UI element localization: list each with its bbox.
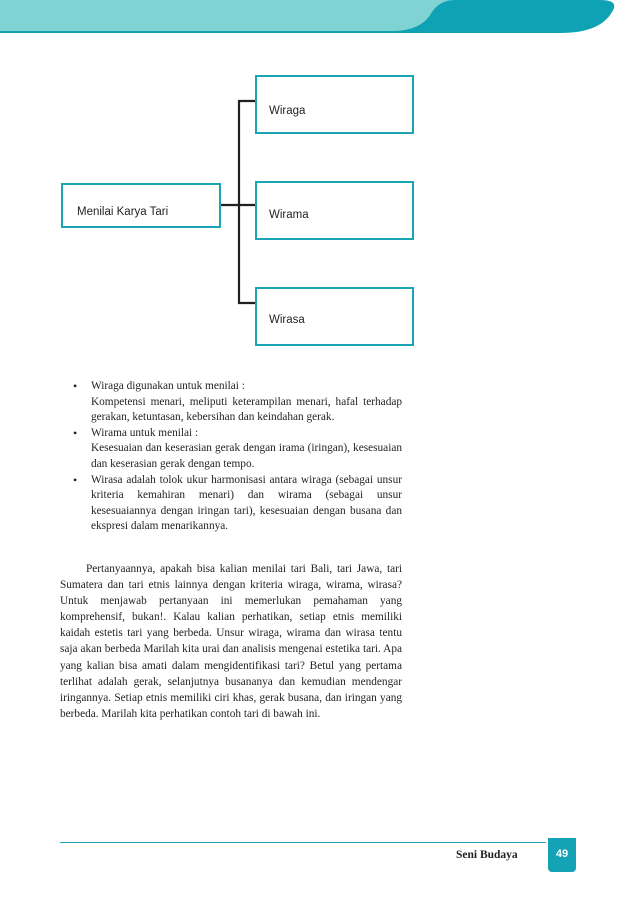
body-paragraph: Pertanyaannya, apakah bisa kalian menilai tari Bali, tari Jawa, tari Sumatera dan tari etnis lainnya dengan kriteria wiraga, wirama, wirasa? Untuk menjawab pertanyaan ini memerlukan pemahaman yang komprehensif, bukan!. Kalau kalian perhatikan, setiap etnis memiliki kaidah estetis tari yang berbeda. Unsur wiraga, wirama dan wirasa tentu saja akan berbeda Marilah kita urai dan analisis mengenai estetika tari. Apa yang kalian bisa amati dalam mengidentifikasi tari? Betul yang pertama terlihat adalah gerak, selanjutnya busananya dan kemudian mendengar iringannya. Setiap etnis memiliki ciri khas, gerak busana, dan iringan yang berbeda. Marilah kita perhatikan contoh tari di bawah ini. bbox=[60, 563, 402, 720]
list-item bbox=[64, 473, 402, 535]
diagram-root-label: Menilai Karya Tari bbox=[77, 206, 169, 218]
diagram-child-label: Wirama bbox=[269, 209, 309, 221]
diagram-child-label: Wiraga bbox=[269, 105, 306, 117]
list-item-desc: Kesesuaian dan keserasian gerak dengan irama (iringan), kesesuaian dan keserasian gerak dengan tempo. bbox=[91, 442, 402, 470]
diagram-box-wirama bbox=[255, 181, 414, 240]
footer-book-title: Seni Budaya bbox=[456, 849, 518, 861]
list-item bbox=[64, 379, 402, 426]
list-item-lead: • Wirama untuk menilai : bbox=[91, 426, 199, 439]
list-item-desc: Kompetensi menari, meliputi keterampilan menari, hafal terhadap gerakan, ketuntasan, kebersihan dan keindahan gerak. bbox=[91, 395, 402, 424]
list-item-lead: • Wirasa adalah tolok ukur harmonisasi antara wiraga (sebagai unsur kriteria kemahiran menari) dan wirama (sebagai unsur kesesuaiannya dengan iringan tari), kesesuaian dengan busana dan ekspresi dalam menarikannya. bbox=[91, 473, 402, 533]
diagram-box-wiraga bbox=[255, 75, 414, 134]
list-item-lead: • Wiraga digunakan untuk menilai : bbox=[91, 380, 245, 392]
page-number: 49 bbox=[555, 848, 569, 860]
diagram-box-wirasa bbox=[255, 287, 414, 346]
page-number-tab bbox=[548, 838, 576, 872]
list-item bbox=[64, 426, 402, 473]
diagram-child-label: Wirasa bbox=[269, 314, 305, 326]
criteria-list bbox=[64, 379, 402, 535]
diagram-root-box bbox=[61, 183, 221, 228]
footer-divider bbox=[60, 842, 546, 843]
